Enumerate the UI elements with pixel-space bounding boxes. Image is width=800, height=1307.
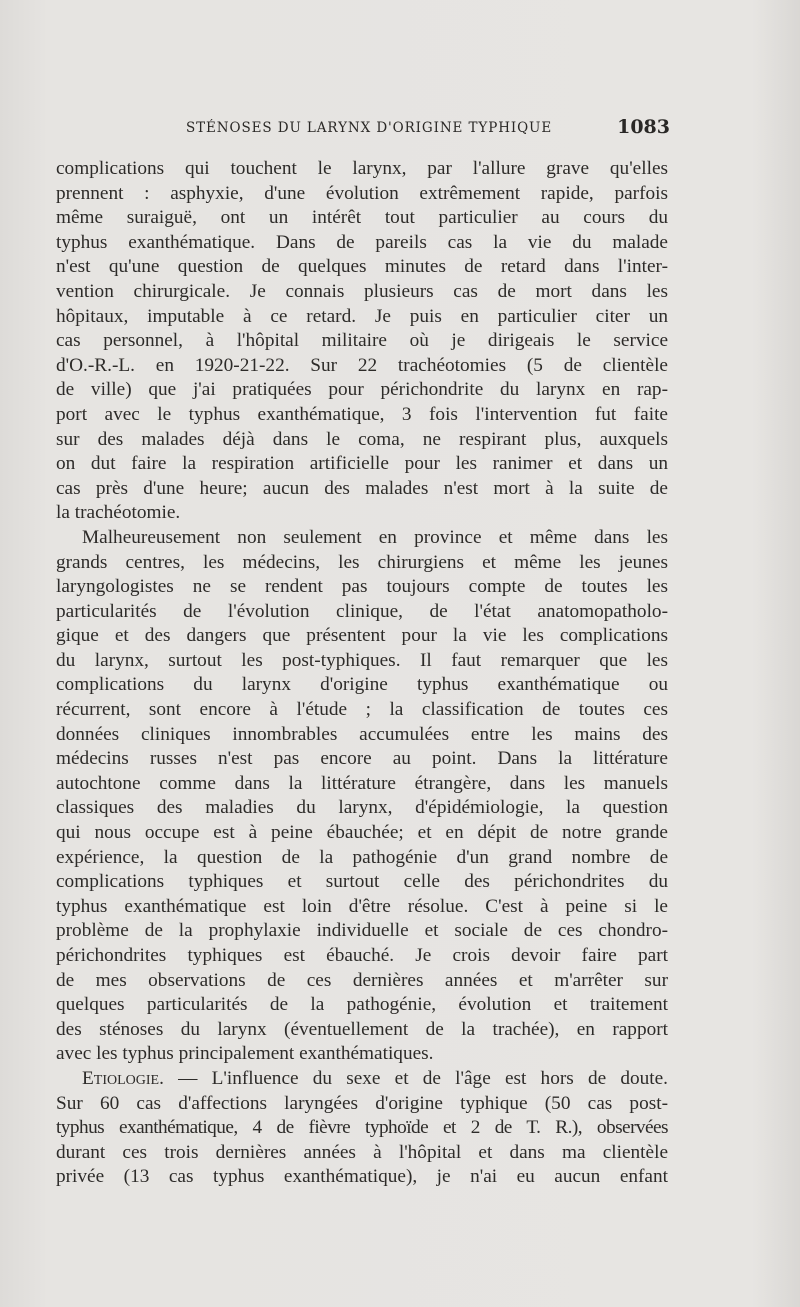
text-line: vention chirurgicale. Je connais plusieurs cas de mort dans les	[56, 280, 668, 302]
text-line: complications du larynx d'origine typhus exanthématique ou	[56, 674, 668, 696]
text-line: cas personnel, à l'hôpital militaire où je dirigeais le service	[56, 330, 668, 352]
section-lead: Etiologie.	[82, 1067, 164, 1089]
text-line: complications typhiques et surtout celle des périchondrites du	[56, 871, 668, 893]
text-line: Malheureusement non seulement en province et même dans les	[82, 526, 668, 548]
paragraph	[56, 526, 668, 1067]
text-line: sur des malades déjà dans le coma, ne respirant plus, auxquels	[56, 428, 668, 450]
text-line: des sténoses du larynx (éventuellement de la trachée), en rapport	[56, 1018, 668, 1040]
page-header	[56, 116, 668, 146]
text-line: on dut faire la respiration artificielle pour les ranimer et dans un	[56, 453, 668, 475]
text-line: avec les typhus principalement exanthématiques.	[56, 1043, 434, 1065]
text-line: Sur 60 cas d'affections laryngées d'origine typhique (50 cas post-	[56, 1092, 668, 1114]
text-line: port avec le typhus exanthématique, 3 fois l'intervention fut faite	[56, 403, 668, 425]
text-line: complications qui touchent le larynx, par l'allure grave qu'elles	[56, 158, 668, 179]
text-line: cas près d'une heure; aucun des malades n'est mort à la suite de	[56, 477, 668, 499]
text-line: particularités de l'évolution clinique, de l'état anatomopatholo-	[56, 600, 668, 622]
text-line: classiques des maladies du larynx, d'épidémiologie, la question	[56, 797, 668, 819]
text-line: gique et des dangers que présentent pour la vie les complications	[56, 625, 668, 647]
body-text	[56, 157, 668, 1190]
text-line: hôpitaux, imputable à ce retard. Je puis en particulier citer un	[56, 305, 668, 327]
page-number: 1083	[617, 116, 670, 138]
text-line: expérience, la question de la pathogénie d'un grand nombre de	[56, 846, 668, 868]
text-line: de ville) que j'ai pratiquées pour périchondrite du larynx en rap-	[56, 379, 668, 401]
text-line: typhus exanthématique est loin d'être résolue. C'est à peine si le	[56, 895, 668, 917]
text-line: la trachéotomie.	[56, 502, 181, 524]
paragraph	[56, 1067, 668, 1190]
text-line: typhus exanthématique. Dans de pareils cas la vie du malade	[56, 231, 668, 253]
text-run: — L'influence du sexe et de l'âge est hors de doute.	[163, 1067, 668, 1089]
text-line: périchondrites typhiques est ébauché. Je crois devoir faire part	[56, 945, 668, 966]
paragraph	[56, 157, 668, 526]
text-line: du larynx, surtout les post-typhiques. Il faut remarquer que les	[56, 649, 668, 671]
text-line: qui nous occupe est à peine ébauchée; et en dépit de notre grande	[56, 822, 668, 844]
text-line	[56, 1067, 668, 1092]
text-line: récurrent, sont encore à l'étude ; la classification de toutes ces	[56, 699, 668, 721]
text-line: grands centres, les médecins, les chirurgiens et même les jeunes	[56, 551, 668, 573]
text-line: privée (13 cas typhus exanthématique), je n'ai eu aucun enfant	[56, 1166, 668, 1188]
text-line: prennent : asphyxie, d'une évolution extrêmement rapide, parfois	[56, 182, 668, 204]
text-line: même suraiguë, ont un intérêt tout particulier au cours du	[56, 207, 668, 229]
text-line: problème de la prophylaxie individuelle et sociale de ces chondro-	[56, 920, 668, 942]
text-line: médecins russes n'est pas encore au point. Dans la littérature	[56, 748, 668, 770]
text-line: autochtone comme dans la littérature étrangère, dans les manuels	[56, 772, 668, 794]
text-line: données cliniques innombrables accumulées entre les mains des	[56, 723, 668, 745]
text-line: typhus exanthématique, 4 de fièvre typhoïde et 2 de T. R.), observées	[56, 1117, 668, 1139]
text-line: durant ces trois dernières années à l'hôpital et dans ma clientèle	[56, 1141, 668, 1163]
text-line: d'O.-R.-L. en 1920-21-22. Sur 22 trachéotomies (5 de clientèle	[56, 354, 668, 376]
text-line: n'est qu'une question de quelques minutes de retard dans l'inter-	[56, 256, 668, 278]
text-line: de mes observations de ces dernières années et m'arrêter sur	[56, 969, 668, 991]
text-line: laryngologistes ne se rendent pas toujours compte de toutes les	[56, 576, 668, 598]
text-line: quelques particularités de la pathogénie, évolution et traitement	[56, 994, 668, 1016]
running-title: STÉNOSES DU LARYNX D'ORIGINE TYPHIQUE	[186, 120, 553, 136]
